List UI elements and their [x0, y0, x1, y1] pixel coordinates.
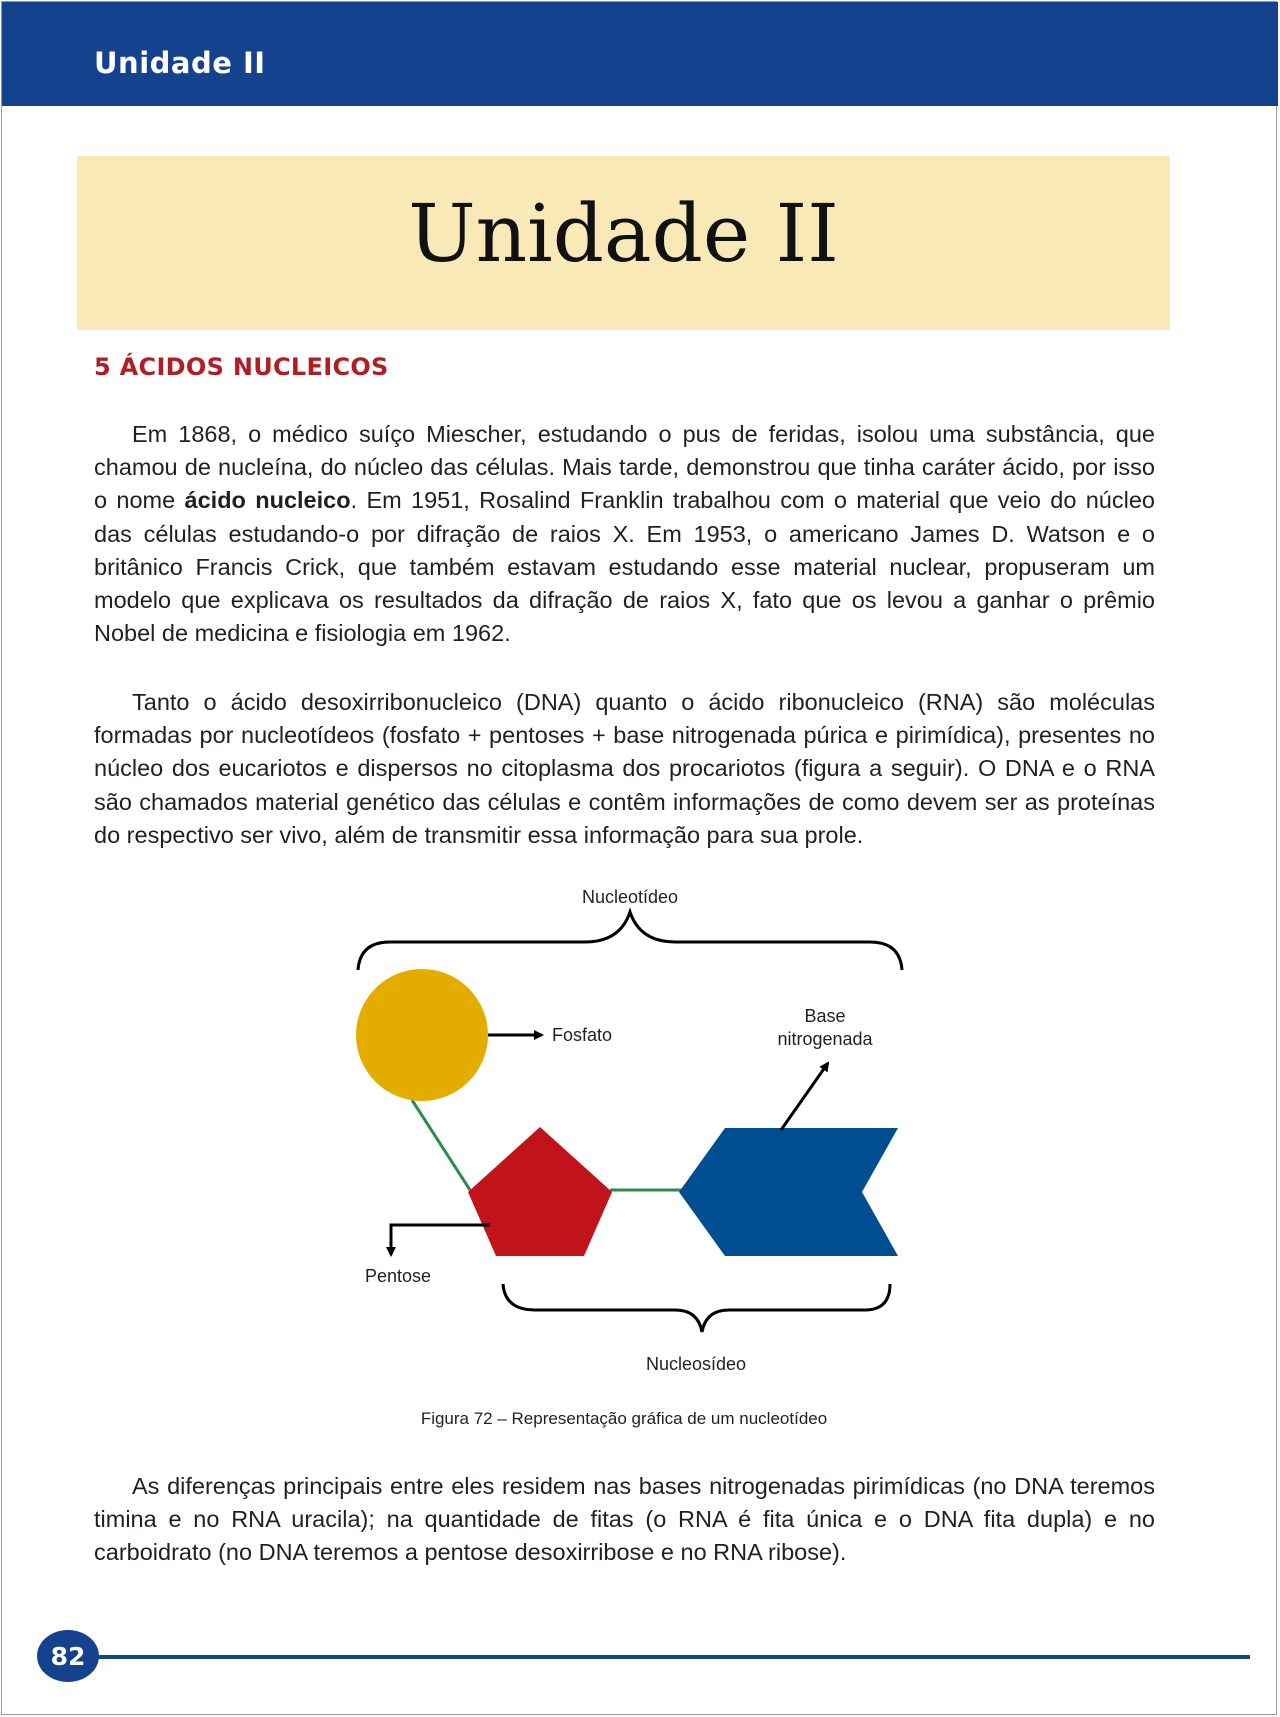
nucleotideo-brace	[358, 912, 902, 970]
header-wave-border	[2, 92, 1278, 112]
page-number-badge	[37, 1630, 99, 1682]
phosphate-pentose-bond	[412, 1100, 470, 1190]
running-header-title: Unidade II	[94, 46, 266, 80]
paragraph-differences: As diferenças principais entre eles residem nas bases nitrogenadas pirimídicas (no DNA teremos timina e no RNA uracila); na quantidade de fitas (o RNA é fita única e o DNA fita dupla) e no carboidrato (no DNA teremos a pentose desoxirribose e no RNA ribose).	[94, 1473, 1155, 1566]
unit-title: Unidade II	[408, 187, 839, 280]
nucleosideo-brace	[503, 1284, 890, 1332]
base-arrow	[781, 1063, 828, 1130]
bold-term: ácido nucleico	[184, 487, 351, 514]
base-label-line1: Base	[804, 1006, 846, 1026]
phosphate-circle	[356, 969, 488, 1101]
section-heading: 5 ÁCIDOS NUCLEICOS	[94, 353, 389, 381]
nucleotideo-label: Nucleotídeo	[581, 887, 679, 907]
fosfato-label: Fosfato	[552, 1025, 613, 1045]
pentose-pentagon	[468, 1127, 612, 1256]
pentose-arrow	[391, 1225, 490, 1255]
nucleotide-figure	[330, 880, 950, 1370]
paragraph-text: Em 1868, o médico suíço Miescher, estudando o pus de feridas, isolou uma substância, que chamou de nucleína, do núcleo das células. Mais tarde, demonstrou que tinha caráter ácido, por isso o nome	[94, 421, 1155, 514]
paragraph-history	[94, 418, 1155, 650]
unit-banner	[77, 156, 1170, 330]
paragraph-text: . Em 1951, Rosalind Franklin trabalhou com o material que veio do núcleo das células estudando-o por difração de raios X. Em 1953, o americano James D. Watson e o britânico Francis Crick, que também estavam estudando esse material nuclear, propuseram um modelo que explicava os resultados da difração de raios X, fato que os levou a ganhar o prêmio Nobel de medicina e fisiologia em 1962.	[94, 487, 1155, 647]
pentose-label: Pentose	[365, 1266, 432, 1286]
nucleosideo-label: Nucleosídeo	[645, 1354, 747, 1370]
paragraph-dna-rna: Tanto o ácido desoxirribonucleico (DNA) quanto o ácido ribonucleico (RNA) são moléculas formadas por nucleotídeos (fosfato + pentoses + base nitrogenada púrica e pirimídica), presentes no núcleo dos eucariotos e dispersos no citoplasma dos procariotos (figura a seguir). O DNA e o RNA são chamados material genético das células e contêm informações de como devem ser as proteínas do respectivo ser vivo, além de transmitir essa informação para sua prole.	[94, 689, 1155, 848]
page-number: 82	[50, 1641, 86, 1671]
figure-caption: Figura 72 – Representação gráfica de um nucleotídeo	[420, 1409, 828, 1428]
footer-rule	[60, 1655, 1250, 1659]
base-chevron	[679, 1128, 898, 1256]
base-label-line2: nitrogenada	[777, 1029, 873, 1049]
